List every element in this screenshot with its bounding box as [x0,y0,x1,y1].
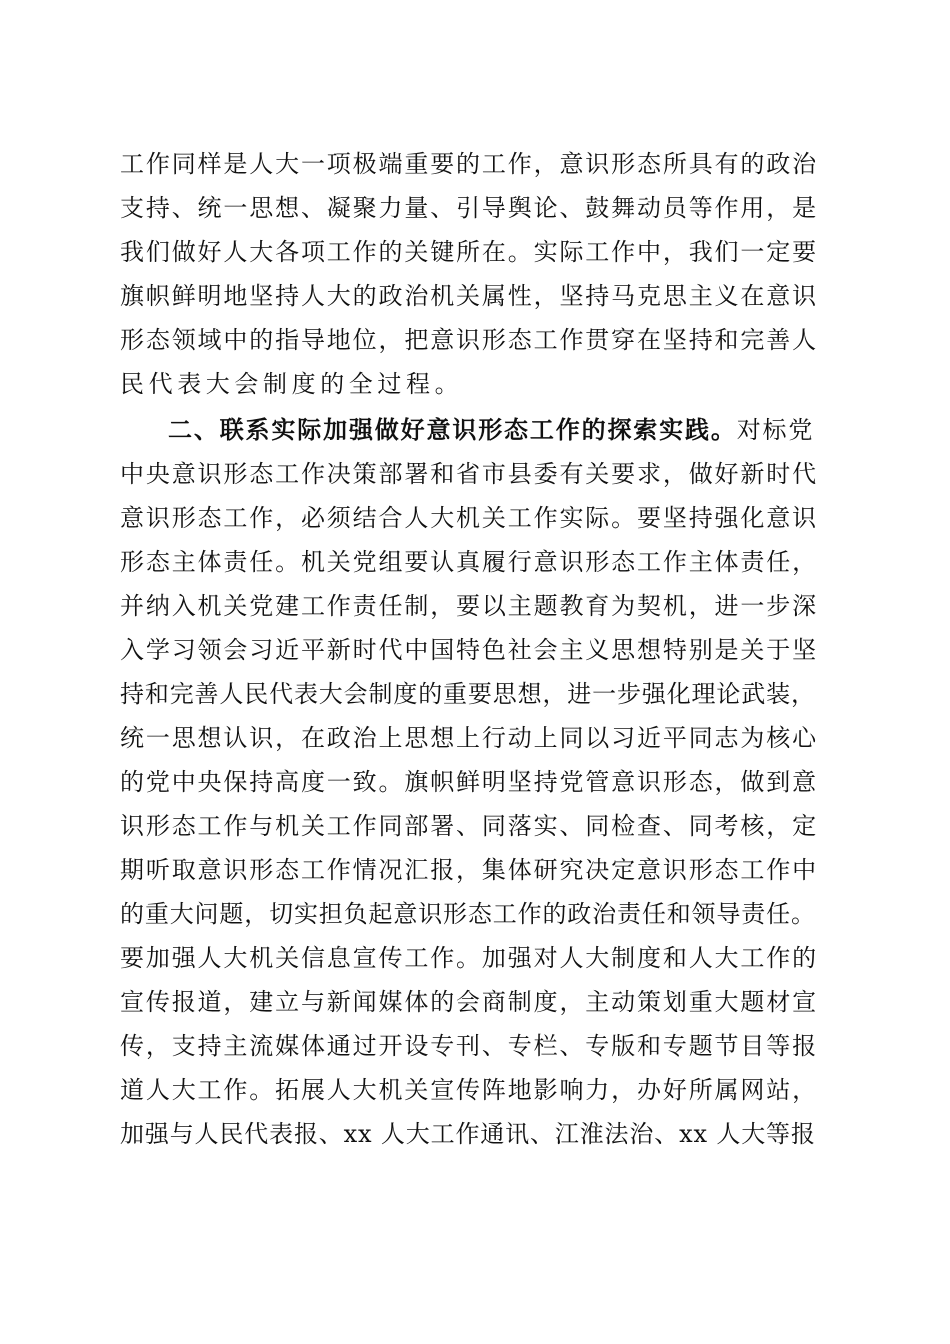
paragraph-2-line-16: 道人大工作。拓展人大机关宣传阵地影响力，办好所属网站， [120,1076,818,1104]
paragraph-2-line-14: 宣传报道，建立与新闻媒体的会商制度，主动策划重大题材宣 [120,988,818,1016]
section-heading: 二、联系实际加强做好意识形态工作的探索实践。 [168,415,737,444]
paragraph-2-line-11: 期听取意识形态工作情况汇报，集体研究决定意识形态工作中 [120,856,818,884]
paragraph-2-line-5: 并纳入机关党建工作责任制，要以主题教育为契机，进一步深 [120,592,818,620]
paragraph-1-line-1: 工作同样是人大一项极端重要的工作，意识形态所具有的政治 [120,150,818,178]
paragraph-2-line-1 [168,415,820,445]
paragraph-2-line-15: 传，支持主流媒体通过开设专刊、专栏、专版和专题节目等报 [120,1032,818,1060]
paragraph-1-line-5: 形态领域中的指导地位，把意识形态工作贯穿在坚持和完善人 [120,326,818,354]
paragraph-1-line-6: 民代表大会制度的全过程。 [120,370,464,398]
paragraph-1-line-2: 支持、统一思想、凝聚力量、引导舆论、鼓舞动员等作用，是 [120,194,818,222]
paragraph-2-line-13: 要加强人大机关信息宣传工作。加强对人大制度和人大工作的 [120,944,818,972]
paragraph-2-line-17: 加强与人民代表报、xx 人大工作通讯、江淮法治、xx 人大等报 [120,1120,816,1148]
paragraph-2-line-12: 的重大问题，切实担负起意识形态工作的政治责任和领导责任。 [120,900,816,928]
paragraph-2-first-line-rest: 对标党 [736,416,815,444]
paragraph-1-line-4: 旗帜鲜明地坚持人大的政治机关属性，坚持马克思主义在意识 [120,282,818,310]
paragraph-2-line-2: 中央意识形态工作决策部署和省市县委有关要求，做好新时代 [120,460,818,488]
paragraph-2-line-6: 入学习领会习近平新时代中国特色社会主义思想特别是关于坚 [120,636,818,664]
paragraph-2-line-4: 形态主体责任。机关党组要认真履行意识形态工作主体责任， [120,548,818,576]
paragraph-2-line-9: 的党中央保持高度一致。旗帜鲜明坚持党管意识形态，做到意 [120,768,818,796]
paragraph-2-line-7: 持和完善人民代表大会制度的重要思想，进一步强化理论武装， [120,680,816,708]
paragraph-2-line-8: 统一思想认识，在政治上思想上行动上同以习近平同志为核心 [120,724,818,752]
paragraph-1-line-3: 我们做好人大各项工作的关键所在。实际工作中，我们一定要 [120,238,818,266]
paragraph-2-line-10: 识形态工作与机关工作同部署、同落实、同检查、同考核，定 [120,812,818,840]
paragraph-2-line-3: 意识形态工作，必须结合人大机关工作实际。要坚持强化意识 [120,504,818,532]
